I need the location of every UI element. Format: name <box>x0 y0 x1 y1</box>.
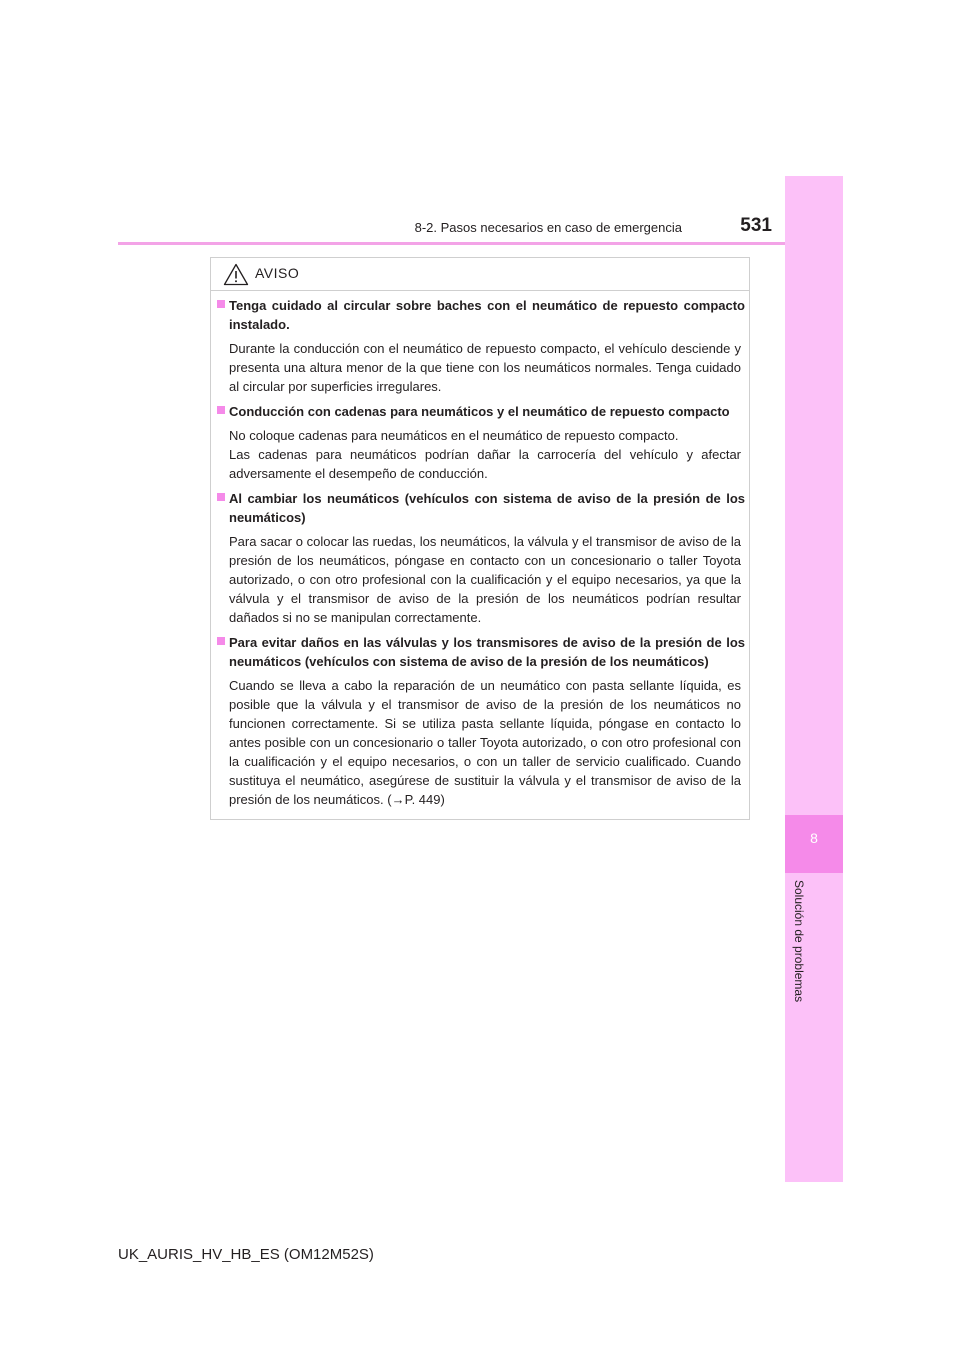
warning-triangle-icon <box>223 263 249 286</box>
section-heading <box>217 402 745 421</box>
warning-section <box>217 402 745 483</box>
warning-title: AVISO <box>255 265 300 281</box>
chapter-label: Solución de problemas <box>792 880 806 1003</box>
section-body <box>217 676 745 809</box>
section-body <box>217 532 745 627</box>
section-paragraph: Las cadenas para neumáticos podrían dañar la carrocería del vehículo y afectar adversamente el desempeño de conducción. <box>229 447 741 481</box>
warning-box <box>210 257 750 820</box>
section-heading-text: Para evitar daños en las válvulas y los transmisores de aviso de la presión de los neumáticos (vehículos con sistema de aviso de la presión de los neumáticos) <box>229 635 745 669</box>
bullet-square-icon <box>217 493 225 501</box>
warning-body <box>217 296 745 815</box>
section-heading-text: Tenga cuidado al circular sobre baches con el neumático de repuesto compacto instalado. <box>229 298 745 332</box>
chapter-number: 8 <box>810 830 818 846</box>
section-heading <box>217 296 745 334</box>
section-heading-text: Al cambiar los neumáticos (vehículos con sistema de aviso de la presión de los neumáticos) <box>229 491 745 525</box>
warning-header <box>211 258 749 291</box>
section-paragraph: Durante la conducción con el neumático de repuesto compacto, el vehículo desciende y presenta una altura menor de la que tiene con los neumáticos normales. Tenga cuidado al circular por superficies irregulares. <box>229 341 741 394</box>
section-heading-text: Conducción con cadenas para neumáticos y el neumático de repuesto compacto <box>229 404 730 419</box>
section-body <box>217 339 745 396</box>
page-number: 531 <box>740 215 772 236</box>
warning-section <box>217 489 745 627</box>
section-paragraph: Cuando se lleva a cabo la reparación de un neumático con pasta sellante líquida, es posible que la válvula y el transmisor de aviso de la presión de los neumáticos no funcionen correctamente. Si se utiliza pasta sellante líquida, póngase en contacto lo antes posible con un concesionario o taller Toyota autorizado, o con otro profesional con la cualificación y el equipo necesarios, o con un taller de servicio cualificado. Cuando sustituya el neumático, asegúrese de sustituir la válvula y el transmisor de aviso de la presión de los neumáticos. (→P. 449) <box>229 678 741 807</box>
running-header: 8-2. Pasos necesarios en caso de emergencia <box>414 220 682 235</box>
warning-section <box>217 296 745 396</box>
warning-section <box>217 633 745 809</box>
section-paragraph: No coloque cadenas para neumáticos en el neumático de repuesto compacto. <box>229 428 679 443</box>
document-code: UK_AURIS_HV_HB_ES (OM12M52S) <box>118 1246 374 1263</box>
chapter-side-tab <box>785 176 843 1182</box>
section-body <box>217 426 745 483</box>
section-heading <box>217 633 745 671</box>
header-rule <box>118 242 843 245</box>
bullet-square-icon <box>217 406 225 414</box>
section-paragraph: Para sacar o colocar las ruedas, los neumáticos, la válvula y el transmisor de aviso de la presión de los neumáticos, póngase en contacto con un concesionario o taller Toyota autorizado, o con otro profesional con la cualificación y el equipo necesarios, ya que la válvula y el transmisor de aviso de la presión de los neumáticos podrían resultar dañados si no se manipulan correctamente. <box>229 534 741 625</box>
bullet-square-icon <box>217 637 225 645</box>
bullet-square-icon <box>217 300 225 308</box>
section-heading <box>217 489 745 527</box>
